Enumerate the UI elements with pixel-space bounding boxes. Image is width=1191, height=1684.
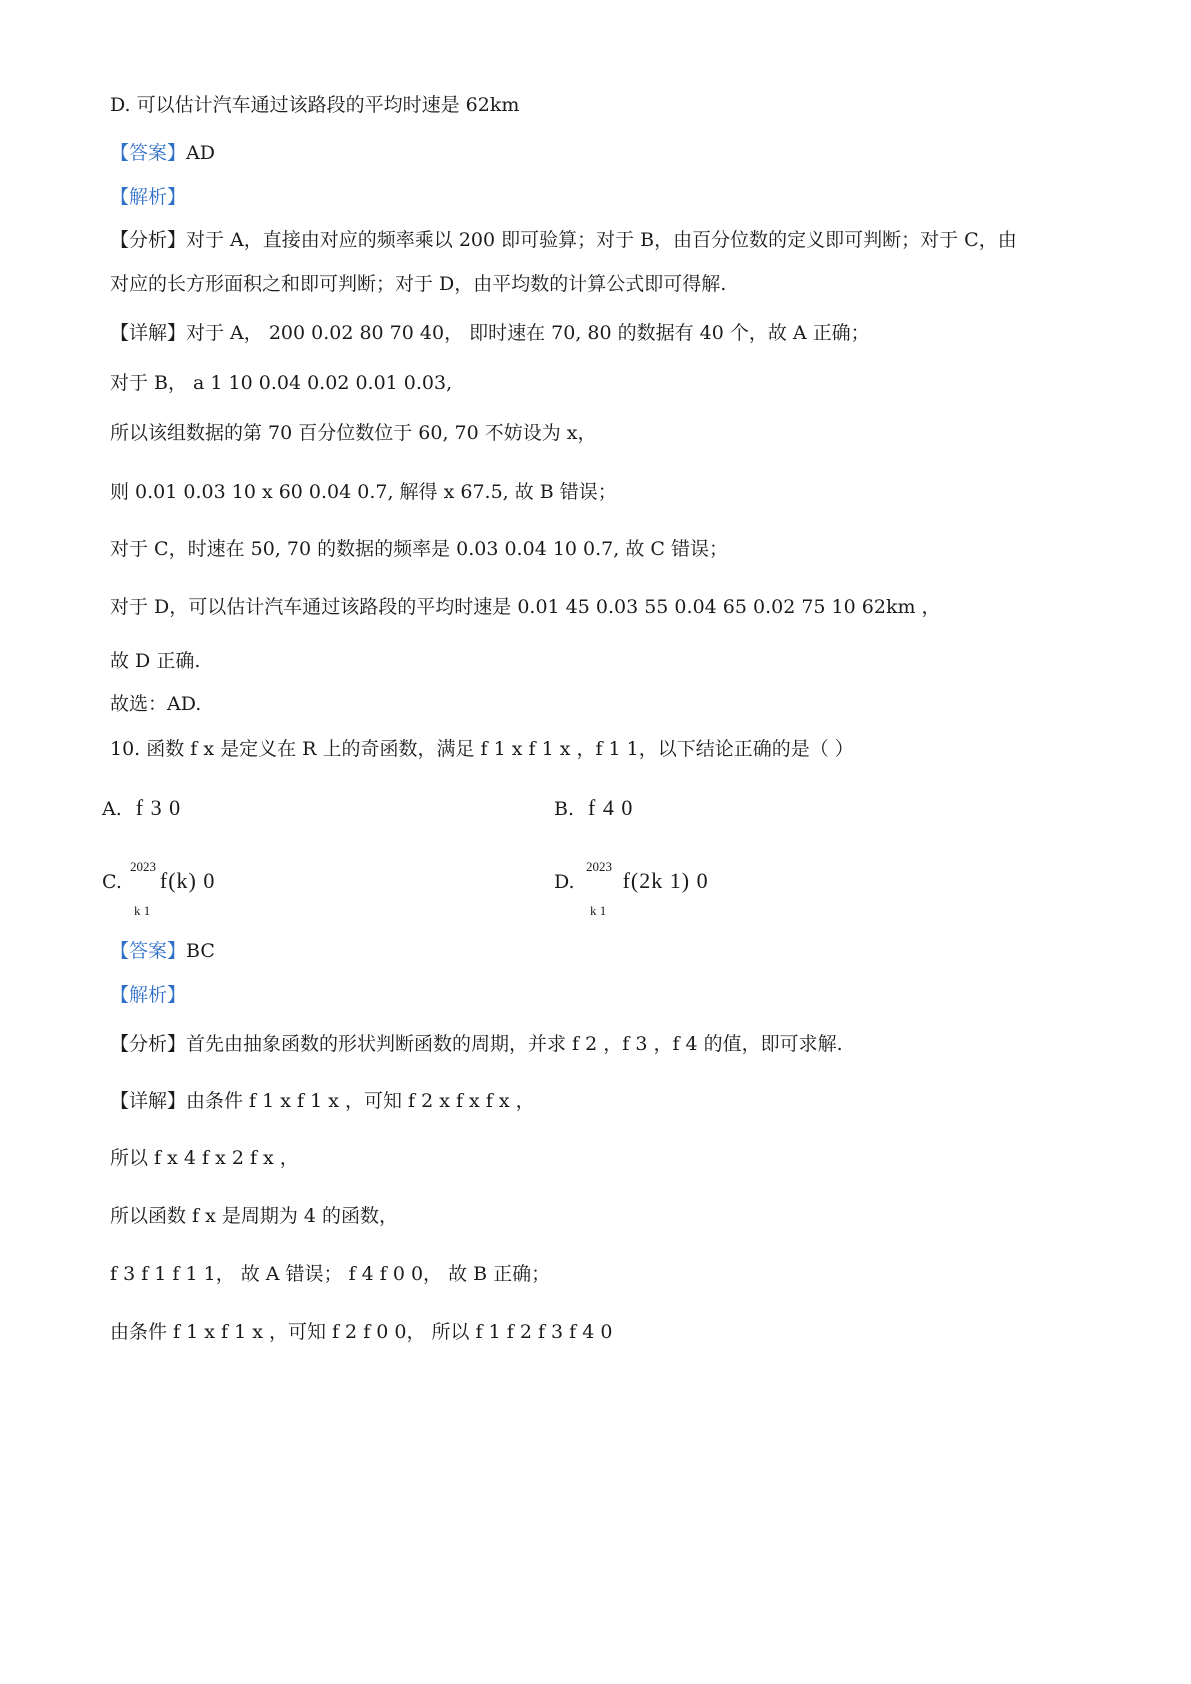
question-10: 10. 函数 f x 是定义在 R 上的奇函数，满足 f 1 x f 1 x ，f 1 1，以下结论正确的是（ ） [110,738,854,760]
option-b-label: B. [554,798,575,820]
solution-2-b: 所以 f x 4 f x 2 f x ， [110,1147,299,1169]
analysis-heading-2: 【解析】 [110,984,187,1006]
option-d-previous: D. 可以估计汽车通过该路段的平均时速是 62km [110,94,520,116]
solution-2-d: f 3 f 1 f 1 1， 故 A 错误； f 4 f 0 0， 故 B 正确； [110,1263,551,1285]
xiangjie-2 [110,1092,535,1111]
option-c-upper: 2023 [130,859,156,874]
answer-value: BC [186,940,215,962]
answer-tag: 【答案】 [110,142,187,164]
xiangjie-1 [110,324,870,343]
fenxi-text: 首先由抽象函数的形状判断函数的周期，并求 f 2 ，f 3 ，f 4 的值，即可求解. [186,1033,843,1055]
option-d-expr: f(2k 1) 0 [622,868,709,893]
option-c-label: C. [102,871,122,893]
solution-line-e: 对于 C，时速在 50, 70 的数据的频率是 0.03 0.04 10 0.7, 故 C 错误； [110,538,728,560]
solution-line-f: 对于 D，可以估计汽车通过该路段的平均时速是 0.01 45 0.03 55 0.04 65 0.02 75 10 62km ， [110,596,941,618]
xiangjie-text: 对于 A， 200 0.02 80 70 40， 即时速在 70, 80 的数据有 40 个，故 A 正确； [186,322,870,344]
fenxi-1 [110,231,1017,250]
option-a-expr: f 3 0 [135,795,182,820]
fenxi-1-cont: 对应的长方形面积之和即可判断；对于 D，由平均数的计算公式即可得解. [110,273,727,295]
option-d-upper: 2023 [586,859,612,874]
option-c [102,870,215,892]
answer-tag: 【答案】 [110,940,187,962]
solution-line-d: 则 0.01 0.03 10 x 60 0.04 0.7, 解得 x 67.5, 故 B 错误； [110,481,617,503]
option-c-expr: f(k) 0 [159,868,216,893]
choice-1: 故选：AD. [110,693,202,715]
xiangjie-tag: 【详解】 [110,1090,187,1112]
answer-1 [110,144,215,163]
option-d [554,870,709,892]
fenxi-tag: 【分析】 [110,229,187,251]
answer-value: AD [186,142,215,164]
solution-line-c: 所以该组数据的第 70 百分位数位于 60, 70 不妨设为 x， [110,422,597,444]
xiangjie-text: 由条件 f 1 x f 1 x ，可知 f 2 x f x f x ， [186,1090,535,1112]
option-b-expr: f 4 0 [588,795,634,820]
xiangjie-tag: 【详解】 [110,322,187,344]
option-a-label: A. [102,798,122,820]
solution-2-c: 所以函数 f x 是周期为 4 的函数， [110,1205,399,1227]
option-d-label: D. [554,871,575,893]
fenxi-text: 对于 A，直接由对应的频率乘以 200 即可验算；对于 B，由百分位数的定义即可判断；对于 C，由 [186,229,1017,251]
option-a [102,797,181,819]
analysis-heading-1: 【解析】 [110,186,187,208]
solution-2-e: 由条件 f 1 x f 1 x ，可知 f 2 f 0 0， 所以 f 1 f 2 f 3 f 4 0 [110,1321,613,1343]
answer-2 [110,942,215,961]
option-c-lower: k 1 [134,903,151,918]
option-d-lower: k 1 [590,903,607,918]
solution-line-g: 故 D 正确. [110,650,201,672]
fenxi-tag: 【分析】 [110,1033,187,1055]
option-b [554,797,633,819]
fenxi-2 [110,1035,843,1054]
solution-line-b: 对于 B， a 1 10 0.04 0.02 0.01 0.03, [110,372,453,394]
